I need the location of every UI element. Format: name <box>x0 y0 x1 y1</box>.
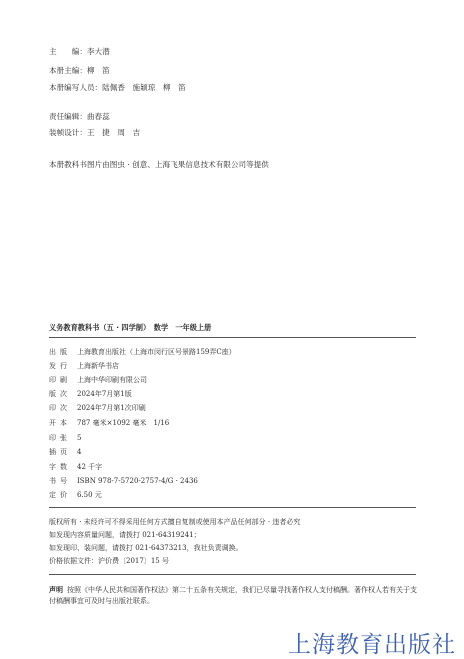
credit-design <box>49 128 140 138</box>
pub-value: 上海中华印刷有限公司 <box>77 376 147 384</box>
pub-row-edition <box>49 390 132 399</box>
pub-value: 5 <box>77 434 82 442</box>
credit-label: 责任编辑： <box>49 112 87 121</box>
pub-row-wordcount <box>49 463 102 472</box>
pub-label: 印张 <box>49 434 71 442</box>
divider-top <box>49 337 416 338</box>
pub-label: 版次 <box>49 390 71 398</box>
pub-row-price <box>49 491 102 500</box>
pub-row-publisher <box>49 348 236 357</box>
credit-chief-editor <box>49 47 110 57</box>
pub-value: ISBN 978-7-5720-2757-4/G · 2436 <box>77 477 198 485</box>
pub-value: 4 <box>77 448 82 456</box>
pub-label: 开本 <box>49 419 71 427</box>
pub-label: 字数 <box>49 463 71 471</box>
credit-writers <box>49 83 186 93</box>
notice-print-issue: 如发现印、装问题，请拨打 021-64373213，我社负责调换。 <box>49 544 243 552</box>
divider-bottom <box>49 574 416 575</box>
pub-value: 2024年7月第1次印刷 <box>77 404 146 412</box>
pub-label: 印刷 <box>49 376 71 384</box>
notice-content-issue: 如发现内容质量问题，请拨打 021-64319241； <box>49 531 201 539</box>
pub-label: 出版 <box>49 348 71 356</box>
pub-row-inserts <box>49 448 81 457</box>
credit-label: 本册编写人员： <box>49 83 103 92</box>
divider-middle <box>49 507 416 508</box>
pub-value: 42 千字 <box>77 463 103 471</box>
pub-label: 插页 <box>49 448 71 456</box>
pub-label: 定价 <box>49 491 71 499</box>
credit-value: 王 捷 周 吉 <box>86 128 141 137</box>
pub-value: 2024年7月第1版 <box>77 390 132 398</box>
pub-row-format <box>49 419 169 428</box>
pub-value: 6.50 元 <box>77 491 102 499</box>
credit-value: 李大潜 <box>86 47 110 56</box>
credit-value: 陆佩香 施颖琼 柳 笛 <box>102 83 186 92</box>
pub-row-sheets <box>49 434 81 443</box>
declaration-label: 声明 <box>49 586 63 594</box>
credit-volume-editor <box>49 66 110 76</box>
publisher-watermark: 上海教育出版社 <box>288 632 456 658</box>
pub-row-distributor <box>49 362 119 371</box>
declaration <box>49 585 417 607</box>
series-title: 义务教育教科书（五 · 四学制） 数学 一年级上册 <box>49 323 212 332</box>
credit-label: 装帧设计： <box>49 128 87 137</box>
pub-label: 书号 <box>49 477 71 485</box>
pub-label: 印次 <box>49 404 71 412</box>
credit-value: 柳 笛 <box>86 66 110 75</box>
pub-value: 787 毫米×1092 毫米 1/16 <box>77 419 170 427</box>
notice-copyright: 版权所有 · 未经许可不得采用任何方式擅自复制或使用本产品任何部分 · 违者必究 <box>49 518 301 526</box>
credit-label: 本册主编： <box>49 66 87 75</box>
image-credit: 本册教科书图片由图虫 · 创意、上海飞果信息技术有限公司等提供 <box>49 160 269 169</box>
pub-value: 上海新华书店 <box>77 362 119 370</box>
notice-price-basis: 价格依据文件：沪价费〔2017〕15 号 <box>49 557 169 565</box>
declaration-text: 按照《中华人民共和国著作权法》第二十五条有关规定，我们已尽量寻找著作权人支付稿酬。著作权人若有关于支付稿酬事宜可及时与出版社联系。 <box>49 586 417 605</box>
pub-row-impression <box>49 404 146 413</box>
pub-row-printer <box>49 376 147 385</box>
pub-label: 发行 <box>49 362 71 370</box>
credit-value: 曲春蕊 <box>86 112 110 121</box>
pub-value: 上海教育出版社（上海市闵行区号景路159弄C座） <box>77 348 236 356</box>
credit-label: 主 编： <box>49 47 87 56</box>
credit-responsible-editor <box>49 112 110 122</box>
pub-row-isbn <box>49 477 198 486</box>
